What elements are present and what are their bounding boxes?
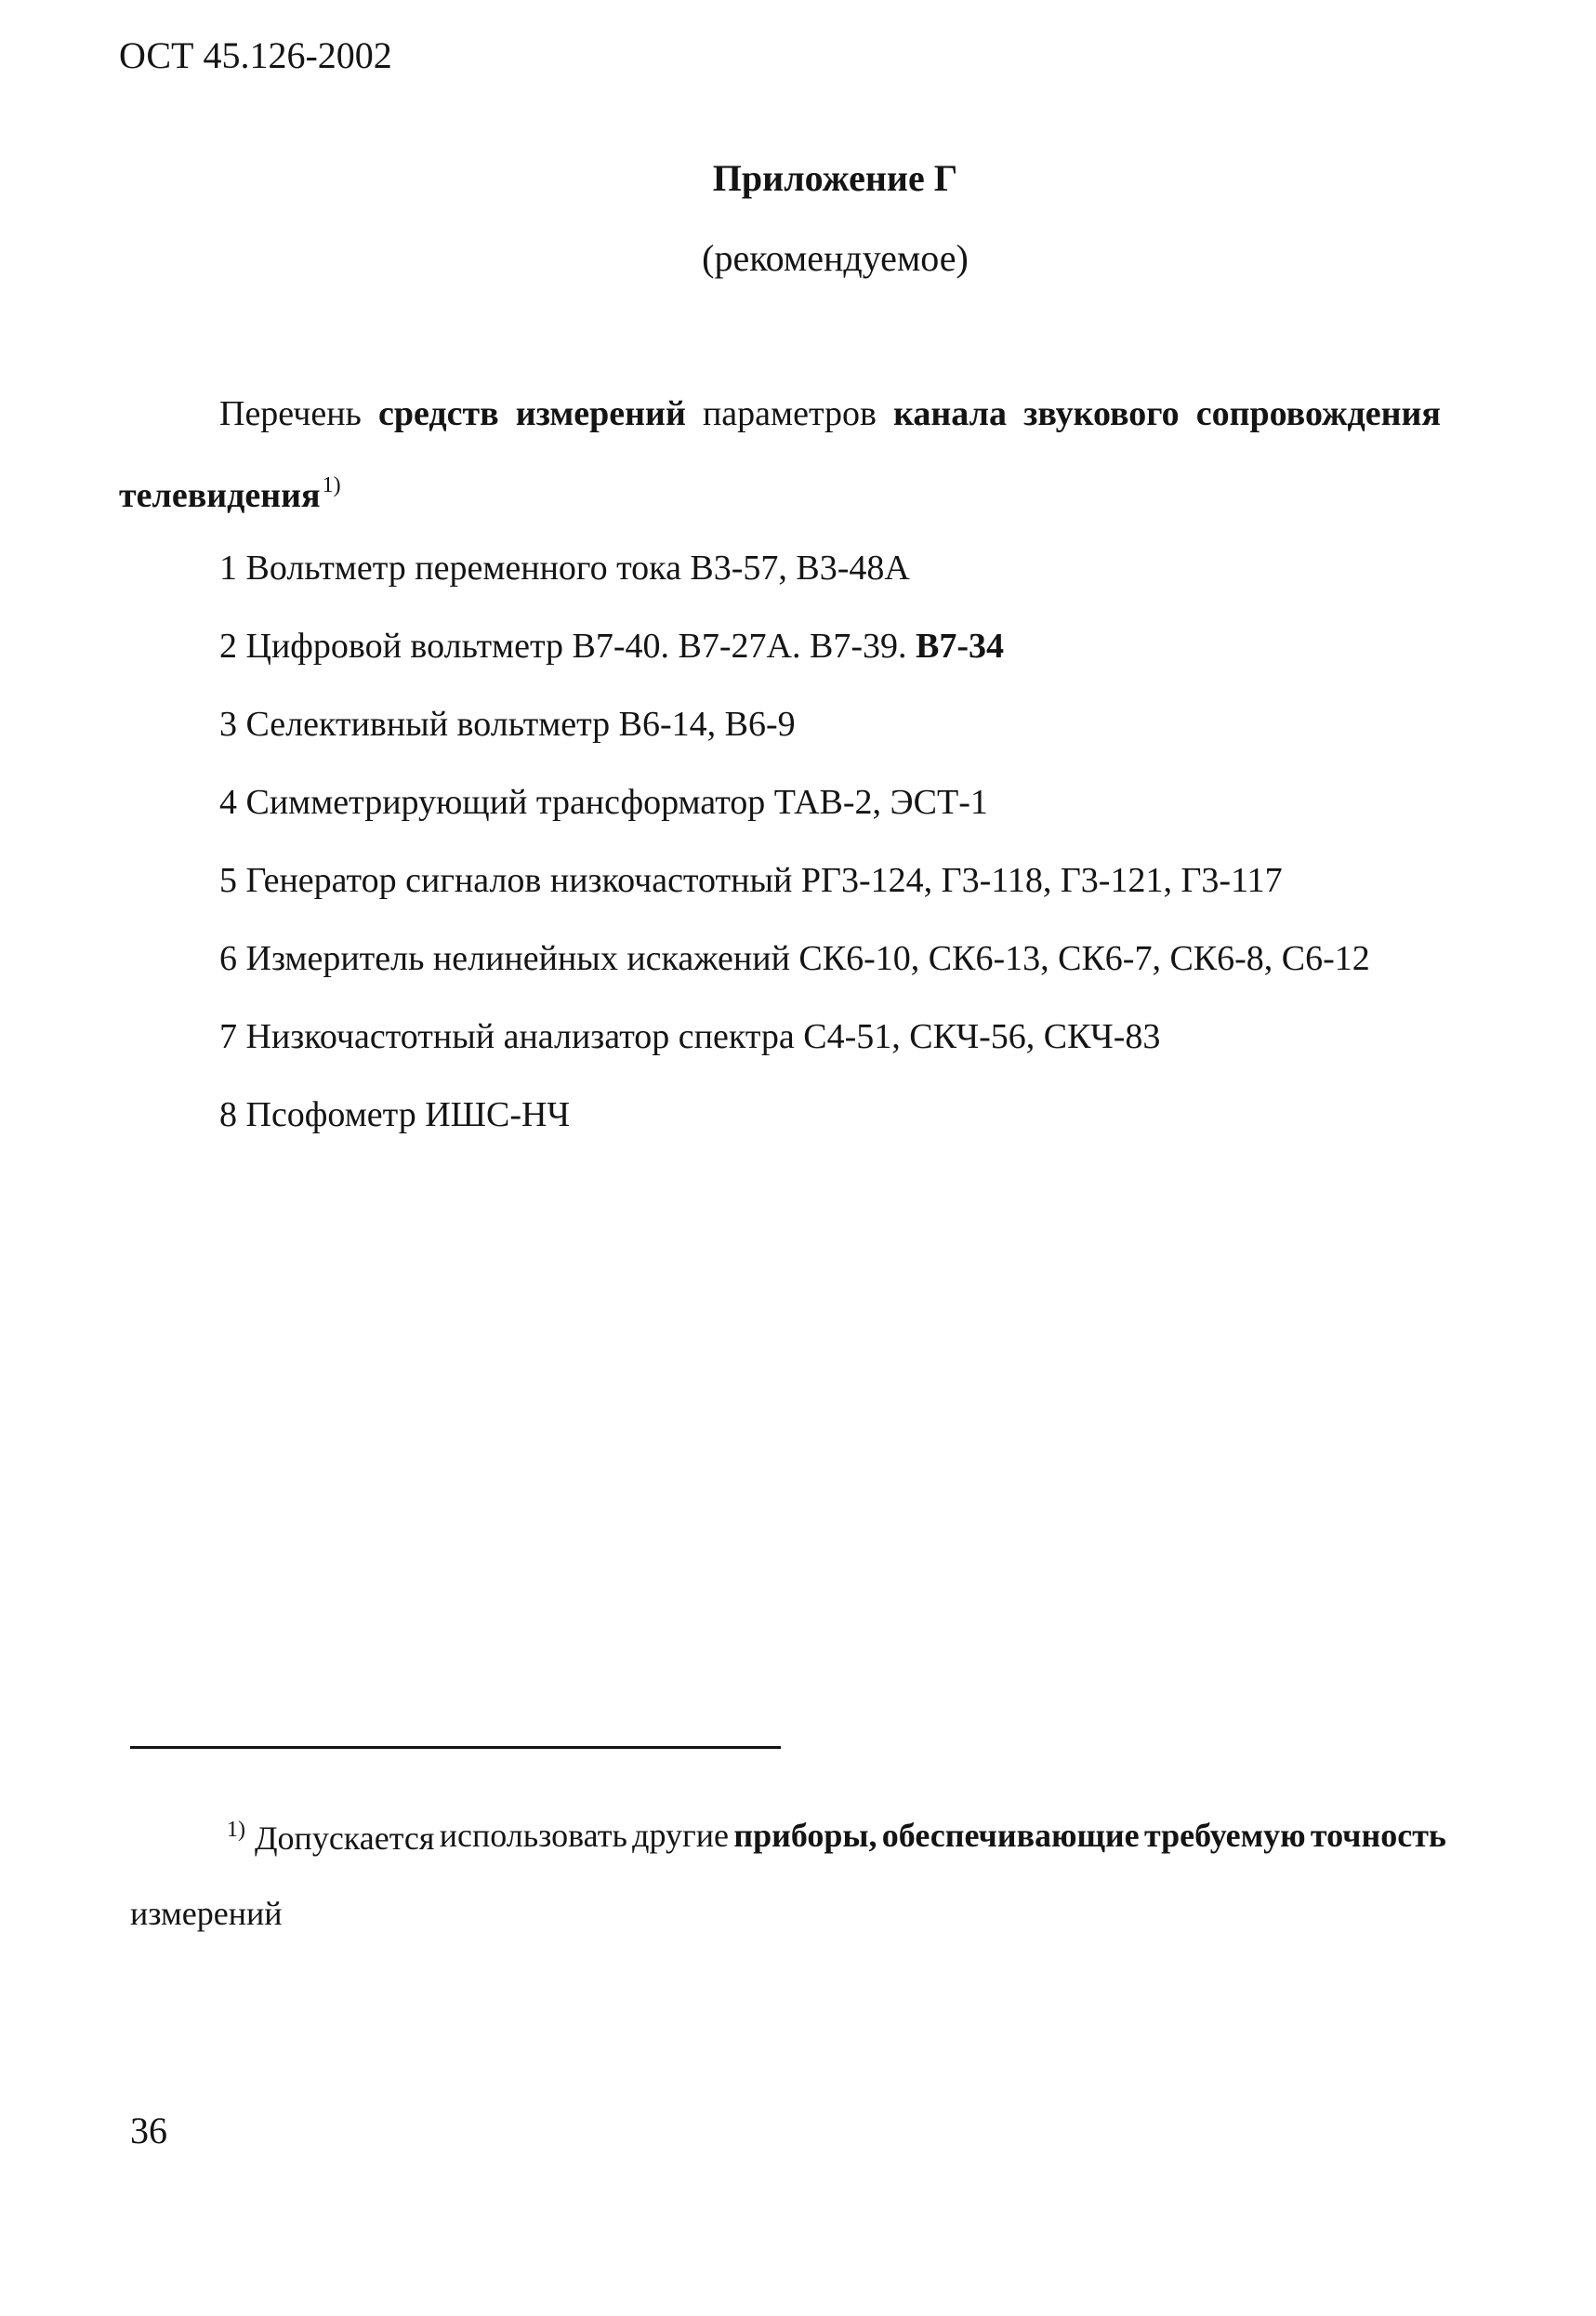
list-item (219, 1019, 1160, 1054)
list-item (219, 941, 1370, 976)
footnote-word: приборы, (733, 1817, 877, 1854)
intro-word: Перечень (219, 394, 362, 433)
intro-word: средств (378, 394, 499, 433)
footnote-word: требуемую (1143, 1817, 1306, 1854)
list-item-number: 5 (219, 861, 237, 900)
intro-word: канала (893, 394, 1007, 433)
list-item-number: 8 (219, 1095, 237, 1134)
intro-word: параметров (702, 394, 877, 433)
list-item-text-bold: В7-34 (915, 627, 1004, 666)
document-code: ОСТ 45.126-2002 (119, 34, 392, 76)
footnote-word: другие (632, 1817, 730, 1854)
list-item (219, 707, 796, 742)
footnote-divider (130, 1746, 781, 1749)
list-item (219, 629, 1004, 664)
list-item-text: Генератор сигналов низкочастотный РГ3-124, Г3-118, Г3-121, Г3-117 (245, 861, 1283, 900)
list-item-number: 4 (219, 783, 237, 822)
list-item (219, 550, 910, 586)
footnote-word: обеспечивающие (881, 1817, 1140, 1854)
intro-line-2 (119, 474, 341, 513)
list-item-text: Селективный вольтметр В6-14, В6-9 (245, 705, 796, 744)
list-item-text: Цифровой вольтметр В7-40. В7-27А. В7-39. (245, 627, 907, 666)
list-item-number: 1 (219, 549, 237, 588)
list-item-text: Симметрирующий трансформатор ТАВ-2, ЭСТ-1 (245, 783, 988, 822)
list-item (219, 785, 988, 820)
list-item-text: Вольтметр переменного тока В3-57, В3-48А (245, 549, 910, 588)
footnote-word: использовать (439, 1817, 627, 1854)
footnote-marker: 1) (227, 1818, 245, 1842)
intro-word: звукового (1023, 394, 1180, 433)
list-item-text: Низкочастотный анализатор спектра С4-51, СКЧ-56, СКЧ-83 (245, 1017, 1161, 1056)
list-item-text: Псофометр ИШС-НЧ (245, 1095, 571, 1134)
list-item-number: 2 (219, 627, 237, 666)
list-item-number: 3 (219, 705, 237, 744)
page-number: 36 (130, 2110, 167, 2151)
intro-line-1 (219, 396, 1441, 431)
list-item (219, 1097, 570, 1132)
appendix-subtitle: (рекомендуемое) (702, 237, 969, 279)
list-item-number: 7 (219, 1017, 237, 1056)
intro-word: телевидения (119, 476, 321, 515)
list-item (219, 863, 1283, 898)
list-item-number: 6 (219, 939, 237, 978)
appendix-title: Приложение Г (712, 157, 958, 199)
footnote-line-2: измерений (130, 1895, 283, 1932)
footnote-line-1 (227, 1819, 1446, 1855)
footnote-word: точность (1310, 1817, 1446, 1854)
footnote-reference: 1) (322, 473, 341, 497)
footnote-word: $^{1)}$ Допускается (227, 1818, 435, 1857)
intro-word: измерений (515, 394, 686, 433)
list-item-text: Измеритель нелинейных искажений СК6-10, СК6-13, СК6-7, СК6-8, С6-12 (245, 939, 1370, 978)
intro-word: сопровождения (1195, 394, 1441, 433)
